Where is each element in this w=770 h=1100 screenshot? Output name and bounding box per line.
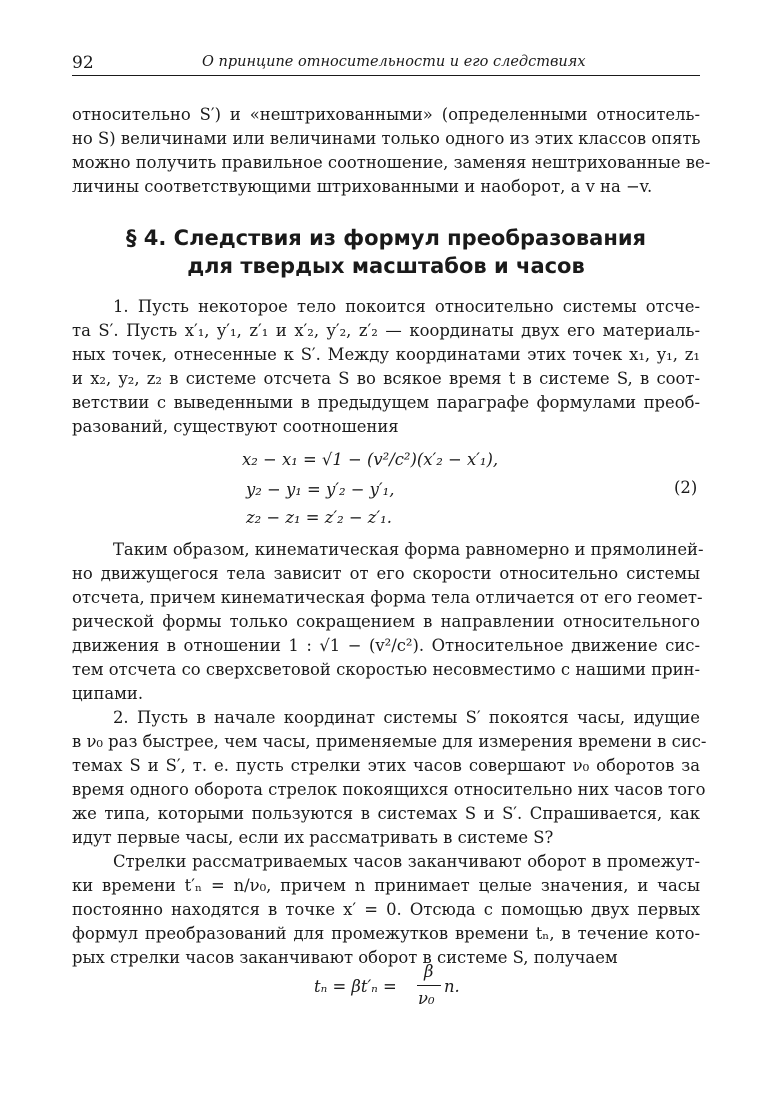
para3-line: в ν₀ раз быстрее, чем часы, применяемые для измерения времени в сис- (72, 732, 707, 751)
section-heading-line-2: для твердых масштабов и часов (187, 254, 585, 278)
page-number: 92 (72, 53, 94, 73)
para2-line: движения в отношении 1 : √1 − (v²/c²). Относительное движение сис- (72, 636, 700, 655)
fraction-denominator: ν₀ (418, 989, 435, 1008)
para2-line: рической формы только сокращением в направлении относительного (72, 612, 700, 631)
para1-line: 1. Пусть некоторое тело покоится относительно системы отсче- (113, 297, 700, 316)
para3-line: же типа, которыми пользуются в системах S и S′. Спрашивается, как (72, 804, 700, 823)
para1-line: разований, существуют соотношения (72, 417, 399, 436)
para4-line: ки времени t′ₙ = n/ν₀, причем n принимает целые значения, и часы (72, 876, 700, 895)
para1-line: ветствии с выведенными в предыдущем параграфе формулами преоб- (72, 393, 700, 412)
para4-line: постоянно находятся в точке x′ = 0. Отсюда с помощью двух первых (72, 900, 700, 919)
running-header (72, 50, 700, 76)
equation-2-line-3: z₂ − z₁ = z′₂ − z′₁. (246, 508, 392, 527)
intro-line: но S) величинами или величинами только одного из этих классов опять (72, 129, 701, 148)
intro-line: относительно S′) и «нештрихованными» (определенными относитель- (72, 105, 700, 124)
equation-2-line-1: x₂ − x₁ = √1 − (v²/c²)(x′₂ − x′₁), (242, 450, 499, 469)
para2-line: Таким образом, кинематическая форма равномерно и прямолиней- (113, 540, 704, 559)
intro-line: можно получить правильное соотношение, заменяя нештрихованные ве- (72, 153, 711, 172)
para1-line: и x₂, y₂, z₂ в системе отсчета S во всякое время t в системе S, в соот- (72, 369, 700, 388)
equation-2-line-2: y₂ − y₁ = y′₂ − y′₁, (246, 480, 395, 499)
para4-line: рых стрелки часов заканчивают оборот в системе S, получаем (72, 948, 618, 967)
final-equation-lhs: tₙ = βt′ₙ = (314, 977, 397, 996)
intro-line: личины соответствующими штрихованными и наоборот, а v на −v. (72, 177, 653, 196)
fraction-bar (417, 985, 441, 986)
para3-line: 2. Пусть в начале координат системы S′ покоятся часы, идущие (113, 708, 700, 727)
para2-line: отсчета, причем кинематическая форма тела отличается от его геомет- (72, 588, 703, 607)
para3-line: идут первые часы, если их рассматривать в системе S? (72, 828, 554, 847)
para2-line: но движущегося тела зависит от его скорости относительно системы (72, 564, 700, 583)
para3-line: время одного оборота стрелок покоящихся относительно них часов того (72, 780, 706, 799)
header-rule (72, 75, 700, 76)
para4-line: формул преобразований для промежутков времени tₙ, в течение кото- (72, 924, 700, 943)
para1-line: та S′. Пусть x′₁, y′₁, z′₁ и x′₂, y′₂, z′₂ — координаты двух его материаль- (72, 321, 700, 340)
fraction-numerator: β (424, 962, 434, 981)
para2-line: ципами. (72, 684, 144, 703)
running-title: О принципе относительности и его следствиях (202, 54, 586, 70)
para3-line: темах S и S′, т. е. пусть стрелки этих часов совершают ν₀ оборотов за (72, 756, 700, 775)
para2-line: тем отсчета со сверхсветовой скоростью несовместимо с нашими прин- (72, 660, 700, 679)
para4-line: Стрелки рассматриваемых часов заканчивают оборот в промежут- (113, 852, 700, 871)
final-equation-rhs: n. (444, 977, 460, 996)
para1-line: ных точек, отнесенные к S′. Между координатами этих точек x₁, y₁, z₁ (72, 345, 700, 364)
equation-number: (2) (674, 478, 698, 497)
section-heading-line-1: § 4. Следствия из формул преобразования (125, 226, 647, 250)
